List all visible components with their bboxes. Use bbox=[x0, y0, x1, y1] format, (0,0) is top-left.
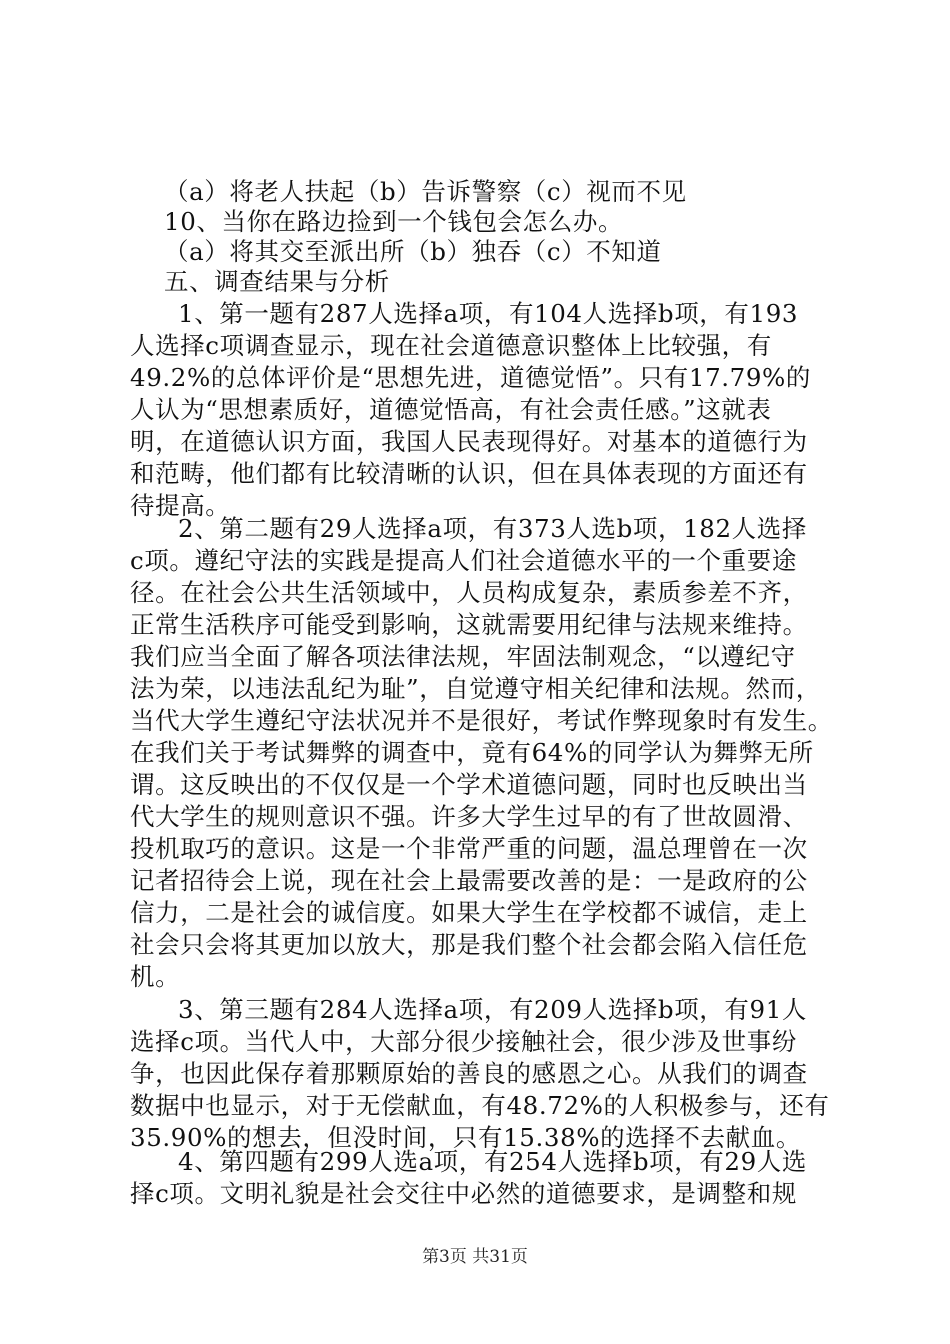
text-line: 择c项。文明礼貌是社会交往中必然的道德要求，是调整和规 bbox=[130, 1179, 797, 1208]
text-line: 正常生活秩序可能受到影响，这就需要用纪律与法规来维持。 bbox=[130, 610, 808, 639]
text-line: （a）将其交至派出所（b）独吞（c）不知道 bbox=[164, 237, 662, 266]
text-line: 径。在社会公共生活领域中，人员构成复杂，素质参差不齐， bbox=[130, 578, 808, 607]
text-line: 信力，二是社会的诚信度。如果大学生在学校都不诚信，走上 bbox=[130, 898, 808, 927]
text-line: 待提高。 bbox=[130, 491, 231, 520]
text-line: 争，也因此保存着那颗原始的善良的感恩之心。从我们的调查 bbox=[130, 1059, 808, 1088]
text-line: 法为荣，以违法乱纪为耻”，自觉遵守相关纪律和法规。然而， bbox=[130, 674, 821, 703]
text-line: 社会只会将其更加以放大，那是我们整个社会都会陷入信任危 bbox=[130, 930, 808, 959]
text-line: 3、第三题有284人选择a项，有209人选择b项，有91人 bbox=[178, 995, 807, 1024]
text-line: 数据中也显示，对于无偿献血，有48.72%的人积极参与，还有 bbox=[130, 1091, 830, 1120]
text-line: 和范畴，他们都有比较清晰的认识，但在具体表现的方面还有 bbox=[130, 459, 808, 488]
text-line: 人选择c项调查显示，现在社会道德意识整体上比较强，有 bbox=[130, 331, 772, 360]
text-line: 10、当你在路边捡到一个钱包会怎么办。 bbox=[164, 207, 624, 236]
text-line: 当代大学生遵纪守法状况并不是很好，考试作弊现象时有发生。 bbox=[130, 706, 833, 735]
section-heading: 五、调查结果与分析 bbox=[164, 267, 390, 296]
text-line: 选择c项。当代人中，大部分很少接触社会，很少涉及世事纷 bbox=[130, 1027, 797, 1056]
text-line: 4、第四题有299人选a项，有254人选择b项，有29人选 bbox=[178, 1147, 807, 1176]
text-line: 我们应当全面了解各项法律法规，牢固法制观念，“以遵纪守 bbox=[130, 642, 796, 671]
text-line: 记者招待会上说，现在社会上最需要改善的是：一是政府的公 bbox=[130, 866, 808, 895]
text-line: 明，在道德认识方面，我国人民表现得好。对基本的道德行为 bbox=[130, 427, 808, 456]
page-footer: 第3页 共31页 bbox=[422, 1247, 528, 1267]
text-line: 谓。这反映出的不仅仅是一个学术道德问题，同时也反映出当 bbox=[130, 770, 808, 799]
text-line: 投机取巧的意识。这是一个非常严重的问题，温总理曾在一次 bbox=[130, 834, 808, 863]
text-line: 2、第二题有29人选择a项，有373人选b项，182人选择 bbox=[178, 514, 807, 543]
text-line: 人认为“思想素质好，道德觉悟高，有社会责任感。”这就表 bbox=[130, 395, 772, 424]
text-line: c项。遵纪守法的实践是提高人们社会道德水平的一个重要途 bbox=[130, 546, 797, 575]
text-line: （a）将老人扶起（b）告诉警察（c）视而不见 bbox=[164, 177, 687, 206]
text-line: 49.2%的总体评价是“思想先进，道德觉悟”。只有17.79%的 bbox=[130, 363, 811, 392]
text-line: 代大学生的规则意识不强。许多大学生过早的有了世故圆滑、 bbox=[130, 802, 808, 831]
text-line: 1、第一题有287人选择a项，有104人选择b项，有193 bbox=[178, 299, 799, 328]
text-line: 35.90%的想去，但没时间，只有15.38%的选择不去献血。 bbox=[130, 1123, 801, 1152]
text-line: 在我们关于考试舞弊的调查中，竟有64%的同学认为舞弊无所 bbox=[130, 738, 814, 767]
text-line: 机。 bbox=[130, 962, 181, 991]
